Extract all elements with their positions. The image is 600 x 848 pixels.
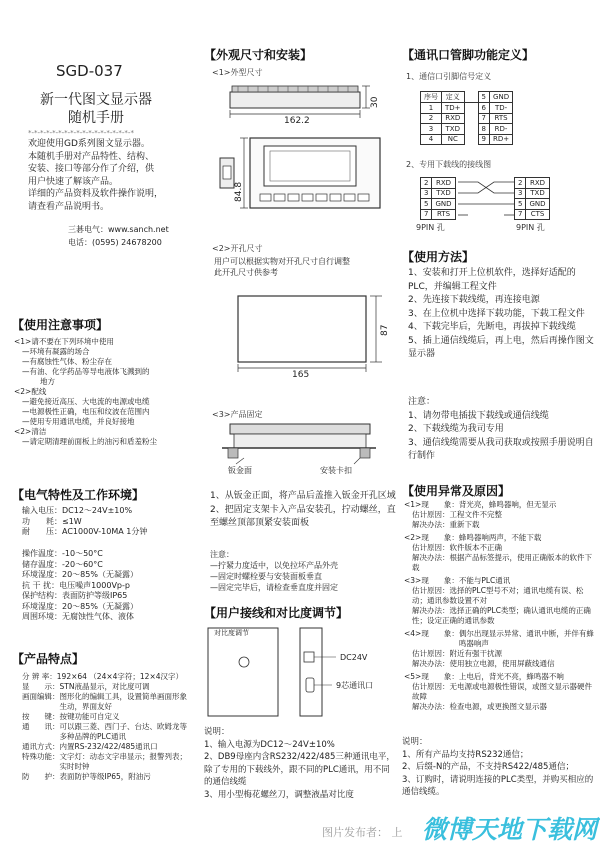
electrical-list-2: 操作温度： -10～50°C 储存温度： -20～60°C 环境湿度： 20～85%（无凝露） 抗 干 扰： 电压噪声1000Vp-p 保护结构： 表面防护等级IP65 环境湿度： 20～85%（无凝露） 周围环境： 无腐蚀性气体、液体 (22, 549, 138, 621)
phone: 电话：(0595) 24678200 (68, 238, 162, 247)
label-port: 9芯通讯口 (336, 681, 374, 690)
pins-label-1: 1、通信口引脚信号定义 (406, 72, 492, 81)
label-sheet-metal: 钣金面 (228, 466, 252, 475)
model-number: SGD-037 (56, 62, 123, 80)
stars-divider: *-*-*-*-*-*-*-*-*-*-*-*-*-*-*-*-*-* (28, 129, 134, 137)
section-features-title: 【产品特点】 (12, 652, 85, 666)
outline-label: <1>外型尺寸 (212, 68, 263, 77)
usage-steps: 1、安装和打开上位机软件，选择好适配的PLC，并编辑工程文件 2、先连接下载线缆，再连接电源 3、在上位机中选择下载功能，下载工程文件 4、下载完毕后，先断电，再拔掉下载线缆 5、插上通信线缆后，再上电，然后再操作图文显示器 (408, 268, 594, 359)
section-precautions-title: 【使用注意事项】 (12, 318, 109, 332)
intro-text: 欢迎使用GD系列图文显示器。 本随机手册对产品特性、结构、 安装、接口等部分作了介绍，供 用户快速了解该产品。 详细的产品资料及软件操作说明， 请查看产品说明书。 (28, 139, 164, 212)
label-power: DC24V (340, 653, 368, 662)
doc-title: 新一代图文显示器 (40, 92, 152, 108)
dim-depth-label: 30 (370, 96, 380, 108)
cable-right-table: 2 RXD 3 TXD 5 GND 7 CTS (514, 177, 550, 220)
pin-table: 序号 定义 5 GND 1 TD+ 6 TD- 2 RXD 7 RTS 3 TXD 8 RD- 4 NC 9 RD+ (420, 91, 513, 145)
precautions-list: <1>请不要在下列环境中使用 —环境有凝露的场合 —有腐蚀性气体、粉尘存在 —有油、化学药品等导电液体飞溅到的 地方 <2>配线 —避免接近高压、大电流的电源或电缆 —电源极性正确，电压和纹波在范围内 —使用专用通讯电缆，并良好接地 <2>清洁 —请定期清理前面板上的油污和盾羞粉尘 (14, 337, 157, 446)
doc-subtitle: 随机手册 (68, 110, 124, 126)
section-electrical-title: 【电气特性及工作环境】 (12, 488, 145, 502)
troubles-list (404, 500, 598, 715)
features-list: 分 辨 率： 192×64 （24×4字符；12×4汉字） 显 示： STN液晶显示，对比度可调 画面编辑： 图形化的编辑工具，设置简单画面形象生动，界面友好 按 键： 按键功能可自定义 通 讯： 可以跟三菱、西门子、台达、欧姆龙等多种品牌的PLC通讯 通讯方式： 内置RS-232/422/485通讯口 特殊功能： 文字灯：动态文字串显示；报警列表；实时时钟 防 护： 表面防护等级IP65，附油污 (22, 672, 187, 781)
trouble-item: <4>现 象： 偶尔出现显示异常、通讯中断，并伴有蜂鸣器响声 估计原因：附近有强干扰源 解决办法：使用独立电源，使用屏蔽线通信 (404, 629, 594, 668)
section-pins-title: 【通讯口管脚功能定义】 (402, 48, 535, 62)
trouble-item: <2>现 象： 蜂鸣器响两声，不能下载 估计原因：软件版本不正确 解决办法：根据产品标签提示，使用正确版本的软件下载 (404, 533, 592, 572)
troubles-desc: 说明： 1、所有产品均支持RS232通信； 2、后缀-N的产品，不支持RS422/485通信； 3、订购时，请说明连接的PLC类型，并购买相应的通信线缆。 (402, 737, 594, 797)
website: 三碁电气：www.sanch.net (68, 225, 169, 234)
cable-right-caption: 9PIN 孔 (516, 223, 545, 232)
watermark-text: 图片发布者： 上 (322, 826, 403, 839)
section-usage-title: 【使用方法】 (402, 250, 475, 264)
pins-label-2: 2、专用下载线的接线图 (406, 160, 492, 169)
fixing-steps: 1、从钣金正面，将产品后盖推入钣金开孔区域 2、把固定支架卡入产品安装孔，拧动螺丝，直至螺丝顶部顶紧安装面板 (210, 491, 396, 528)
wiring-desc: 说明： 1、输入电源为DC12～24V±10% 2、DB9母座内含RS232/422/485三种通讯电平，除了专用的下载线外，跟不同的PLC通讯，用不同的通信线缆 3、用小型梅花螺丝刀，调整液晶对比度 (204, 727, 395, 800)
dim-width-label: 162.2 (284, 116, 310, 126)
usage-notes: 注意： 1、请勿带电插拔下载线或通信线缆 2、下载线缆为我司专用 3、通信线缆需要从我司获取或按照手册说明自行制作 (408, 397, 594, 461)
fix-label: <3>产品固定 (212, 410, 263, 419)
trouble-item: <3>现 象： 不能与PLC通讯 估计原因：选择的PLC型号不对；通讯电缆有误、松动；通讯参数设置不对 解决办法：选择正确的PLC类型；确认通讯电缆的正确性；设定正确的通讯参数 (404, 576, 591, 625)
cutout-width-label: 165 (292, 370, 310, 380)
cable-left-caption: 9PIN 孔 (416, 223, 445, 232)
dim-height-label: 84.8 (234, 181, 244, 202)
cable-wires (458, 177, 514, 223)
section-dimensions-title: 【外观尺寸和安装】 (204, 48, 313, 62)
cable-left-table: 2 RXD 3 TXD 5 GND 7 RTS (420, 177, 456, 220)
label-contrast: 对比度调节 (214, 629, 249, 637)
section-wiring-title: 【用户接线和对比度调节】 (204, 606, 349, 620)
trouble-item: <1>现 象： 背光亮，蜂鸣器响，但无显示 估计原因：工程文件不完整 解决办法：重新下载 (404, 500, 557, 529)
cutout-label: <2>开孔尺寸 (212, 244, 263, 253)
fixing-notes: 注意： —拧紧力度适中，以免拉坏产品外壳 —固定时螺栓要与安装面板垂直 —固定完毕后，请检查垂直度并固定 (210, 550, 338, 592)
trouble-item: <5>现 象： 上电后，背光不亮，蜂鸣器不响 估计原因：无电源或电源极性错误，或图文显示器硬件故障 解决办法：检查电源，或更换图文显示器 (404, 672, 592, 711)
outline-drawing (200, 78, 398, 218)
watermark-brand: 微博天地下载网 (422, 815, 598, 844)
cutout-note: 用户可以根据实物对开孔尺寸自行调整 此开孔尺寸供参考 (214, 257, 350, 277)
section-troubles-title: 【使用异常及原因】 (402, 484, 511, 498)
electrical-list-1: 输入电压： DC12～24V±10% 功 耗： ≤1W 耐 压： AC1000V-10MA 1分钟 (22, 506, 148, 536)
label-clip: 安装卡扣 (320, 466, 352, 475)
cutout-height-label: 87 (380, 324, 390, 336)
fixing-drawing (200, 418, 398, 470)
